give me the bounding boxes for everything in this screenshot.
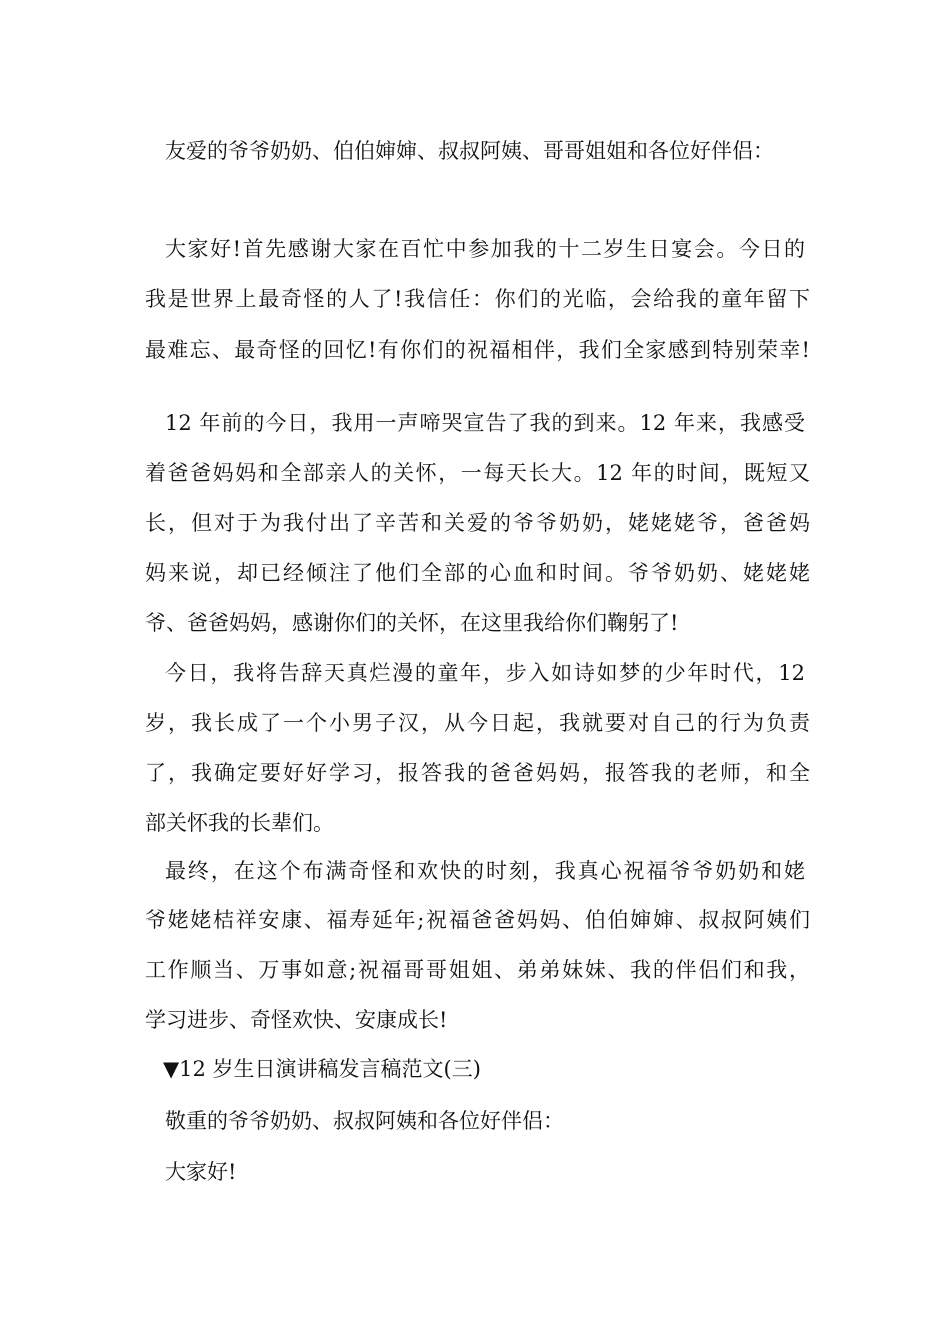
greeting-line: 友爱的爷爷奶奶、伯伯婶婶、叔叔阿姨、哥哥姐姐和各位好伴侣： [165, 139, 774, 163]
paragraph-3-line-3: 了，我确定要好好学习，报答我的爸爸妈妈，报答我的老师，和全 [145, 761, 810, 785]
paragraph-3-line-2: 岁，我长成了一个小男子汉，从今日起，我就要对自己的行为负责 [145, 711, 810, 735]
paragraph-2-line-4: 妈来说，却已经倾注了他们全部的心血和时间。爷爷奶奶、姥姥姥 [145, 561, 810, 585]
paragraph-4-line-2: 爷姥姥桔祥安康、福寿延年;祝福爸爸妈妈、伯伯婶婶、叔叔阿姨们 [145, 908, 810, 932]
section-title: ▼12 岁生日演讲稿发言稿范文(三) [163, 1057, 481, 1081]
paragraph-2-line-3: 长，但对于为我付出了辛苦和关爱的爷爷奶奶，姥姥姥爷，爸爸妈 [145, 511, 810, 535]
greeting-2: 敬重的爷爷奶奶、叔叔阿姨和各位好伴侣： [165, 1109, 564, 1133]
paragraph-2-line-1: 12 年前的今日，我用一声啼哭宣告了我的到来。12 年来，我感受 [165, 411, 805, 435]
paragraph-1-line-3: 最难忘、最奇怪的回忆!有你们的祝福相伴，我们全家感到特别荣幸! [145, 338, 810, 362]
paragraph-1-line-1: 大家好!首先感谢大家在百忙中参加我的十二岁生日宴会。今日的 [165, 237, 805, 261]
paragraph-4-line-1: 最终，在这个布满奇怪和欢快的时刻，我真心祝福爷爷奶奶和姥 [165, 859, 805, 883]
paragraph-1-line-2: 我是世界上最奇怪的人了!我信任：你们的光临，会给我的童年留下 [145, 287, 810, 311]
hello-line: 大家好! [165, 1160, 237, 1184]
paragraph-2-line-5: 爷、爸爸妈妈，感谢你们的关怀，在这里我给你们鞠躬了! [145, 611, 679, 635]
paragraph-4-line-3: 工作顺当、万事如意;祝福哥哥姐姐、弟弟妹妹、我的伴侣们和我， [145, 958, 810, 982]
paragraph-3-line-1: 今日，我将告辞天真烂漫的童年，步入如诗如梦的少年时代，12 [165, 661, 805, 685]
paragraph-4-line-4: 学习进步、奇怪欢快、安康成长! [145, 1008, 448, 1032]
paragraph-3-line-4: 部关怀我的长辈们。 [145, 811, 334, 835]
paragraph-2-line-2: 着爸爸妈妈和全部亲人的关怀，一每天长大。12 年的时间，既短又 [145, 461, 810, 485]
